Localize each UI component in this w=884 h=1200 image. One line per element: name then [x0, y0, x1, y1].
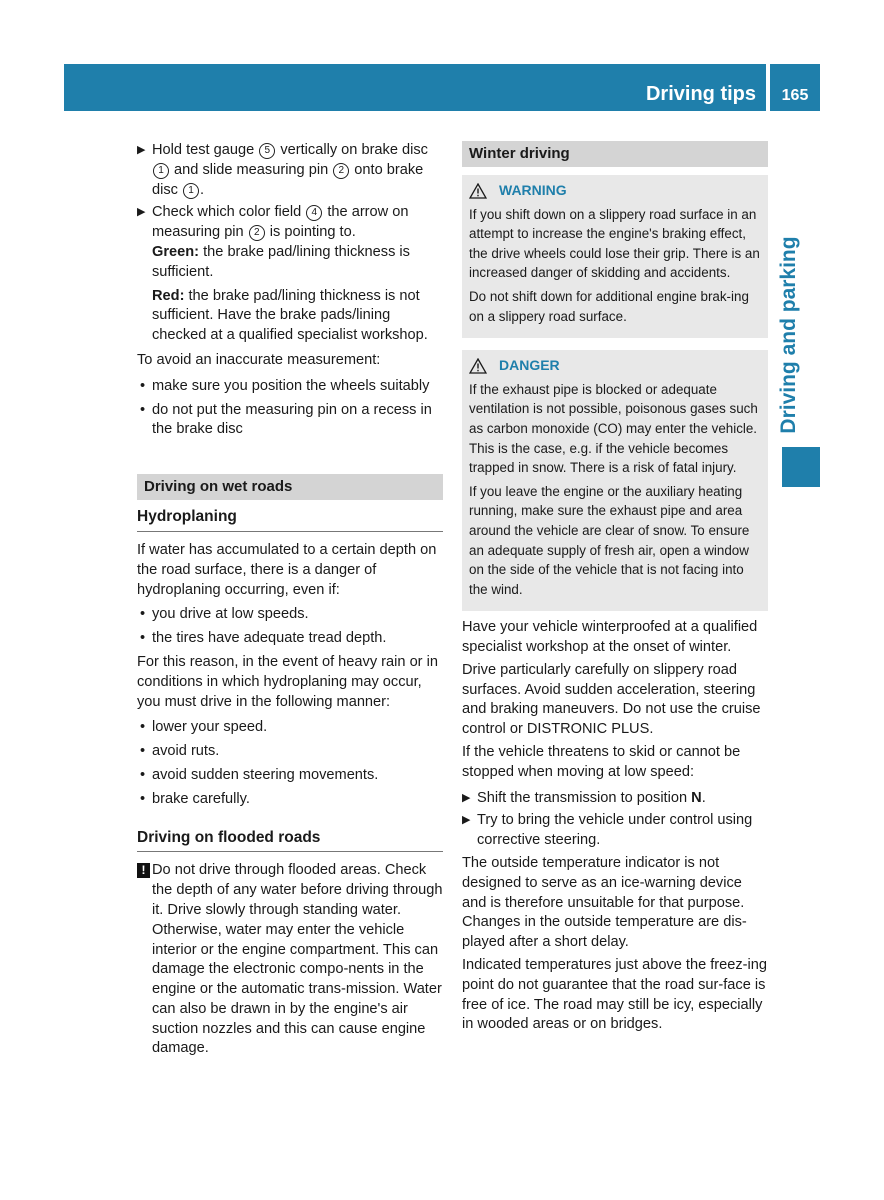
- step-arrow-icon: ▶: [462, 791, 471, 804]
- list-item: • make sure you position the wheels suitably: [140, 377, 430, 394]
- danger-label: DANGER: [499, 357, 560, 374]
- step-hold-gauge: ▶ Hold test gauge 5 vertically on brake disc 1 and slide measuring pin 2 onto brake disc 1 .: [137, 142, 428, 198]
- step-arrow-icon: ▶: [137, 144, 146, 156]
- warning-label: WARNING: [499, 182, 567, 198]
- step-shift-transmission: ▶ Shift the transmission to position N.: [462, 789, 768, 809]
- page-title: Driving tips: [645, 83, 756, 105]
- danger-text: If the exhaust pipe is blocked or adequate ventilation is not possible, poisonous gases such as carbon monoxide (CO) may enter the vehicle. This is the case, e.g. if the vehicle becomes trapped in snow. There is a risk of fatal injury.: [469, 381, 758, 476]
- notice-flooded: ! Do not drive through flooded areas. Check the depth of any water before driving through it. Drive slowly through standing water. Otherwise, water may enter the vehicle interior or the engine compartment. This can damage the electronic compo-nents in the engine or the automatic trans-mission. Water can also be drawn in by the engine's air suction nozzles and this can cause engine damage.: [137, 861, 443, 1059]
- green-result: Green: the brake pad/lining thickness is sufficient.: [152, 243, 410, 280]
- section-heading-wet-roads: Driving on wet roads: [137, 474, 443, 500]
- danger-box: [462, 350, 768, 611]
- page-number-box: [770, 64, 820, 111]
- paragraph-temp-freezing: Indicated temperatures just above the freez-ing point do not guarantee that the road sur-face is free of ice. The road may still be icy, especially in wooded areas or on bridges.: [462, 957, 768, 1033]
- list-item: • lower your speed.: [140, 719, 268, 736]
- list-item: • brake carefully.: [140, 790, 250, 807]
- paragraph-temp-indicator: The outside temperature indicator is not designed to serve as an ice-warning device and is therefore unsuitable for that purpose. Changes in the outside temperature are dis-played after a short delay.: [462, 855, 747, 951]
- danger-text: If you leave the engine or the auxiliary heating running, make sure the exhaust pipe and area around the vehicle are clear of snow. To ensure an adequate supply of fresh air, open a window on the side of the vehicle that is not facing into the wind.: [469, 483, 750, 597]
- paragraph-skid: If the vehicle threatens to skid or cannot be stopped when moving at low speed:: [462, 744, 741, 780]
- step-arrow-icon: ▶: [462, 814, 471, 827]
- list-item: • do not put the measuring pin on a recess in the brake disc: [140, 401, 432, 438]
- callout-number: 2: [249, 225, 265, 241]
- callout-number: 1: [153, 163, 169, 179]
- list-item: • avoid sudden steering movements.: [140, 766, 379, 783]
- subheading-hydroplaning: Hydroplaning: [137, 507, 443, 532]
- list-item: • the tires have adequate tread depth.: [140, 630, 387, 647]
- callout-number: 5: [259, 143, 275, 159]
- paragraph-drive-careful: Drive particularly carefully on slippery road surfaces. Avoid sudden acceleration, steering and braking maneuvers. Do not use the cruise control or DISTRONIC PLUS.: [462, 661, 761, 738]
- warning-triangle-icon: [469, 183, 487, 199]
- list-item: • avoid ruts.: [140, 743, 220, 760]
- exclamation-icon: !: [137, 863, 150, 878]
- header-bar: [64, 64, 766, 111]
- side-tab-label: Driving and parking: [777, 236, 800, 434]
- left-column: [137, 141, 443, 1059]
- right-column: [462, 141, 768, 1038]
- warning-text: Do not shift down for additional engine brak-ing on a slippery road surface.: [469, 288, 749, 324]
- hydro-reason: For this reason, in the event of heavy rain or in conditions in which hydroplaning may occur, you must drive in the following manner:: [137, 653, 438, 710]
- paragraph-winterproof: Have your vehicle winterproofed at a qualified specialist workshop at the onset of winter.: [462, 619, 758, 656]
- step-arrow-icon: ▶: [137, 206, 146, 219]
- side-tab-marker: [782, 447, 820, 487]
- callout-number: 1: [183, 183, 199, 199]
- step-check-color: ▶ Check which color field 4 the arrow on measuring pin 2 is pointing to. Green: the brake pad/lining thickness is sufficient. Red: the brake pad/lining thickness is not sufficient. Have the brake pads/lining checked at a qualified specialist workshop.: [137, 203, 443, 346]
- step-corrective-steering: ▶ Try to bring the vehicle under control using corrective steering.: [462, 812, 753, 849]
- subheading-flooded-roads: Driving on flooded roads: [137, 828, 443, 853]
- warning-triangle-icon: [469, 358, 487, 374]
- section-heading-winter: Winter driving: [462, 141, 768, 167]
- page-number: 165: [781, 87, 809, 104]
- callout-number: 4: [306, 205, 322, 221]
- callout-number: 2: [333, 163, 349, 179]
- red-result: Red: the brake pad/lining thickness is not sufficient. Have the brake pads/lining checked at a qualified specialist workshop.: [152, 287, 428, 344]
- hydro-intro: If water has accumulated to a certain depth on the road surface, there is a danger of hydroplaning occurring, even if:: [137, 541, 437, 598]
- avoid-intro: To avoid an inaccurate measurement:: [137, 351, 381, 368]
- side-tab: [769, 230, 809, 440]
- warning-box: [462, 175, 768, 338]
- warning-text: If you shift down on a slippery road surface in an attempt to increase the engine's braking effect, the drive wheels could lose their grip. There is an increased danger of skidding and accidents.: [469, 206, 760, 281]
- list-item: • you drive at low speeds.: [140, 606, 309, 623]
